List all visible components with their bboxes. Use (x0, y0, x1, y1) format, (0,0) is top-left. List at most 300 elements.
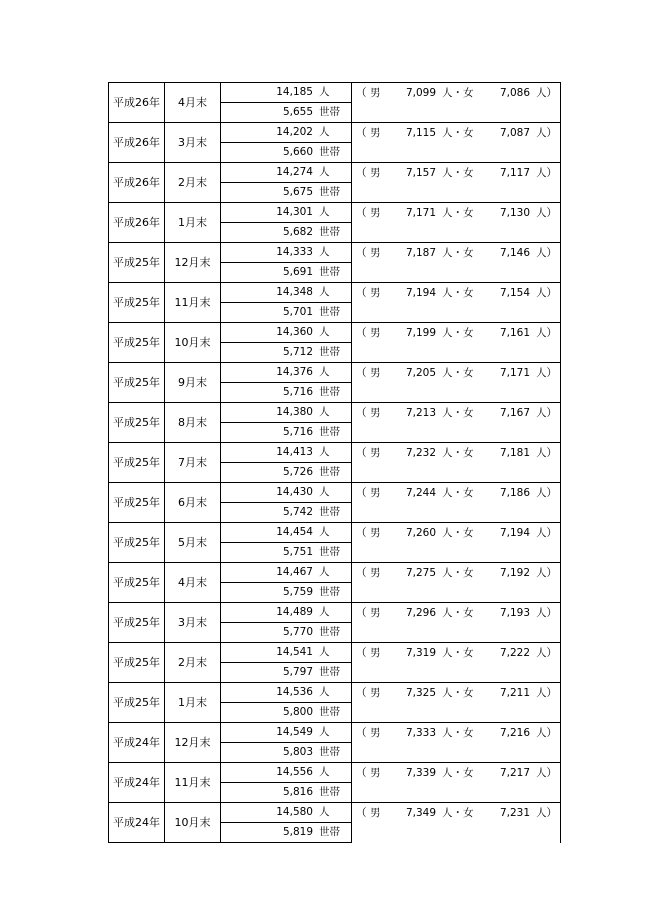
people-female-separator: 人・女 (442, 566, 474, 579)
male-count: 7,157 (405, 166, 436, 179)
month-cell (165, 163, 221, 203)
female-count: 7,211 (499, 686, 530, 699)
population-value: 14,202 (276, 126, 313, 139)
open-paren: （ (356, 126, 367, 139)
gender-breakdown-cell (352, 563, 561, 583)
people-unit: 人 (319, 206, 330, 219)
population-value: 14,380 (276, 406, 313, 419)
household-unit: 世帯 (319, 146, 340, 159)
male-label: 男 (370, 126, 381, 139)
female-count: 7,186 (499, 486, 530, 499)
open-paren: （ (356, 446, 367, 459)
era-cell (109, 563, 165, 603)
open-paren: （ (356, 686, 367, 699)
people-unit: 人 (319, 406, 330, 419)
population-row (109, 283, 561, 303)
household-value: 5,712 (282, 346, 313, 359)
empty-detail-cell (352, 623, 561, 643)
household-cell (221, 703, 352, 723)
people-unit: 人 (319, 806, 330, 819)
era-cell (109, 603, 165, 643)
male-label: 男 (370, 646, 381, 659)
population-cell (221, 483, 352, 503)
household-value: 5,819 (282, 826, 313, 839)
people-unit: 人 (319, 326, 330, 339)
month-label: 10月末 (174, 816, 211, 829)
people-unit: 人 (319, 566, 330, 579)
population-row (109, 683, 561, 703)
gender-breakdown-cell (352, 83, 561, 103)
population-cell (221, 723, 352, 743)
month-label: 9月末 (178, 376, 207, 389)
population-row (109, 563, 561, 583)
people-female-separator: 人・女 (442, 646, 474, 659)
male-label: 男 (370, 446, 381, 459)
household-cell (221, 343, 352, 363)
female-count: 7,161 (499, 326, 530, 339)
household-unit: 世帯 (319, 266, 340, 279)
household-unit: 世帯 (319, 586, 340, 599)
empty-detail-cell (352, 463, 561, 483)
era-label: 平成25年 (113, 696, 160, 709)
month-label: 4月末 (178, 96, 207, 109)
empty-detail-cell (352, 183, 561, 203)
month-label: 2月末 (178, 656, 207, 669)
household-value: 5,816 (282, 786, 313, 799)
era-label: 平成25年 (113, 336, 160, 349)
people-female-separator: 人・女 (442, 606, 474, 619)
era-cell (109, 723, 165, 763)
era-cell (109, 323, 165, 363)
month-cell (165, 723, 221, 763)
population-value: 14,489 (276, 606, 313, 619)
open-paren: （ (356, 526, 367, 539)
era-label: 平成25年 (113, 376, 160, 389)
gender-breakdown-cell (352, 123, 561, 143)
close-people-unit: 人） (536, 246, 557, 259)
open-paren: （ (356, 806, 367, 819)
population-row (109, 243, 561, 263)
population-value: 14,274 (276, 166, 313, 179)
people-unit: 人 (319, 286, 330, 299)
population-cell (221, 803, 352, 823)
male-count: 7,333 (405, 726, 436, 739)
female-count: 7,194 (499, 526, 530, 539)
male-count: 7,260 (405, 526, 436, 539)
close-people-unit: 人） (536, 166, 557, 179)
household-value: 5,660 (282, 146, 313, 159)
female-count: 7,130 (499, 206, 530, 219)
open-paren: （ (356, 166, 367, 179)
open-paren: （ (356, 326, 367, 339)
empty-detail-cell (352, 423, 561, 443)
era-cell (109, 163, 165, 203)
household-unit: 世帯 (319, 506, 340, 519)
close-people-unit: 人） (536, 766, 557, 779)
close-people-unit: 人） (536, 726, 557, 739)
household-unit: 世帯 (319, 666, 340, 679)
gender-breakdown-cell (352, 803, 561, 823)
era-label: 平成24年 (113, 736, 160, 749)
household-value: 5,797 (282, 666, 313, 679)
close-people-unit: 人） (536, 646, 557, 659)
era-label: 平成25年 (113, 456, 160, 469)
population-value: 14,454 (276, 526, 313, 539)
month-cell (165, 83, 221, 123)
male-count: 7,194 (405, 286, 436, 299)
people-unit: 人 (319, 766, 330, 779)
household-unit: 世帯 (319, 826, 340, 839)
gender-breakdown-cell (352, 523, 561, 543)
people-female-separator: 人・女 (442, 246, 474, 259)
household-cell (221, 303, 352, 323)
era-cell (109, 203, 165, 243)
population-table-body (109, 83, 561, 843)
month-label: 11月末 (174, 296, 211, 309)
people-female-separator: 人・女 (442, 726, 474, 739)
male-count: 7,244 (405, 486, 436, 499)
era-label: 平成25年 (113, 536, 160, 549)
gender-breakdown-cell (352, 323, 561, 343)
household-cell (221, 223, 352, 243)
era-cell (109, 283, 165, 323)
open-paren: （ (356, 366, 367, 379)
household-cell (221, 623, 352, 643)
population-cell (221, 363, 352, 383)
household-cell (221, 823, 352, 843)
people-female-separator: 人・女 (442, 406, 474, 419)
open-paren: （ (356, 206, 367, 219)
month-cell (165, 603, 221, 643)
open-paren: （ (356, 766, 367, 779)
close-people-unit: 人） (536, 526, 557, 539)
household-value: 5,803 (282, 746, 313, 759)
male-count: 7,199 (405, 326, 436, 339)
household-unit: 世帯 (319, 706, 340, 719)
population-cell (221, 123, 352, 143)
female-count: 7,087 (499, 126, 530, 139)
people-female-separator: 人・女 (442, 366, 474, 379)
people-female-separator: 人・女 (442, 486, 474, 499)
close-people-unit: 人） (536, 406, 557, 419)
close-people-unit: 人） (536, 326, 557, 339)
household-cell (221, 743, 352, 763)
era-label: 平成26年 (113, 136, 160, 149)
people-unit: 人 (319, 686, 330, 699)
household-unit: 世帯 (319, 426, 340, 439)
era-label: 平成25年 (113, 416, 160, 429)
empty-detail-cell (352, 503, 561, 523)
gender-breakdown-cell (352, 243, 561, 263)
month-label: 7月末 (178, 456, 207, 469)
household-cell (221, 103, 352, 123)
month-label: 5月末 (178, 536, 207, 549)
month-label: 1月末 (178, 696, 207, 709)
population-row (109, 803, 561, 823)
male-count: 7,296 (405, 606, 436, 619)
month-label: 8月末 (178, 416, 207, 429)
era-label: 平成25年 (113, 296, 160, 309)
month-cell (165, 563, 221, 603)
household-unit: 世帯 (319, 106, 340, 119)
household-value: 5,682 (282, 226, 313, 239)
household-cell (221, 543, 352, 563)
people-unit: 人 (319, 646, 330, 659)
female-count: 7,086 (499, 86, 530, 99)
era-label: 平成25年 (113, 496, 160, 509)
month-cell (165, 683, 221, 723)
open-paren: （ (356, 86, 367, 99)
population-cell (221, 603, 352, 623)
people-unit: 人 (319, 446, 330, 459)
month-label: 11月末 (174, 776, 211, 789)
household-cell (221, 503, 352, 523)
population-row (109, 203, 561, 223)
population-value: 14,536 (276, 686, 313, 699)
close-people-unit: 人） (536, 126, 557, 139)
era-cell (109, 243, 165, 283)
household-cell (221, 783, 352, 803)
people-female-separator: 人・女 (442, 446, 474, 459)
month-label: 3月末 (178, 616, 207, 629)
era-cell (109, 363, 165, 403)
people-female-separator: 人・女 (442, 806, 474, 819)
empty-detail-cell (352, 383, 561, 403)
era-cell (109, 83, 165, 123)
female-count: 7,217 (499, 766, 530, 779)
month-cell (165, 323, 221, 363)
male-count: 7,319 (405, 646, 436, 659)
female-count: 7,231 (499, 806, 530, 819)
gender-breakdown-cell (352, 643, 561, 663)
month-cell (165, 643, 221, 683)
era-cell (109, 403, 165, 443)
people-unit: 人 (319, 86, 330, 99)
population-value: 14,549 (276, 726, 313, 739)
month-label: 2月末 (178, 176, 207, 189)
era-label: 平成24年 (113, 776, 160, 789)
female-count: 7,192 (499, 566, 530, 579)
population-value: 14,430 (276, 486, 313, 499)
household-cell (221, 463, 352, 483)
population-cell (221, 563, 352, 583)
household-unit: 世帯 (319, 466, 340, 479)
people-female-separator: 人・女 (442, 206, 474, 219)
male-count: 7,187 (405, 246, 436, 259)
empty-detail-cell (352, 823, 561, 843)
era-label: 平成26年 (113, 176, 160, 189)
close-people-unit: 人） (536, 606, 557, 619)
male-label: 男 (370, 566, 381, 579)
empty-detail-cell (352, 343, 561, 363)
era-cell (109, 523, 165, 563)
male-count: 7,171 (405, 206, 436, 219)
era-cell (109, 483, 165, 523)
empty-detail-cell (352, 543, 561, 563)
household-value: 5,751 (282, 546, 313, 559)
era-cell (109, 763, 165, 803)
household-unit: 世帯 (319, 746, 340, 759)
household-cell (221, 423, 352, 443)
male-label: 男 (370, 526, 381, 539)
people-female-separator: 人・女 (442, 686, 474, 699)
household-unit: 世帯 (319, 306, 340, 319)
gender-breakdown-cell (352, 443, 561, 463)
population-row (109, 643, 561, 663)
population-cell (221, 443, 352, 463)
male-label: 男 (370, 86, 381, 99)
female-count: 7,222 (499, 646, 530, 659)
household-cell (221, 383, 352, 403)
population-row (109, 443, 561, 463)
population-value: 14,467 (276, 566, 313, 579)
female-count: 7,216 (499, 726, 530, 739)
male-label: 男 (370, 166, 381, 179)
people-female-separator: 人・女 (442, 166, 474, 179)
household-unit: 世帯 (319, 386, 340, 399)
people-female-separator: 人・女 (442, 766, 474, 779)
gender-breakdown-cell (352, 683, 561, 703)
era-label: 平成25年 (113, 656, 160, 669)
people-female-separator: 人・女 (442, 286, 474, 299)
household-value: 5,726 (282, 466, 313, 479)
population-row (109, 523, 561, 543)
male-label: 男 (370, 486, 381, 499)
people-unit: 人 (319, 126, 330, 139)
household-cell (221, 183, 352, 203)
population-value: 14,185 (276, 86, 313, 99)
household-value: 5,655 (282, 106, 313, 119)
month-cell (165, 243, 221, 283)
population-row (109, 83, 561, 103)
population-cell (221, 643, 352, 663)
population-cell (221, 683, 352, 703)
population-row (109, 403, 561, 423)
month-label: 3月末 (178, 136, 207, 149)
close-people-unit: 人） (536, 206, 557, 219)
empty-detail-cell (352, 223, 561, 243)
male-label: 男 (370, 806, 381, 819)
population-cell (221, 83, 352, 103)
era-cell (109, 643, 165, 683)
population-cell (221, 243, 352, 263)
household-unit: 世帯 (319, 786, 340, 799)
male-label: 男 (370, 726, 381, 739)
era-cell (109, 803, 165, 843)
gender-breakdown-cell (352, 603, 561, 623)
population-cell (221, 323, 352, 343)
month-cell (165, 763, 221, 803)
people-unit: 人 (319, 486, 330, 499)
male-label: 男 (370, 606, 381, 619)
population-cell (221, 283, 352, 303)
female-count: 7,193 (499, 606, 530, 619)
era-label: 平成24年 (113, 816, 160, 829)
male-count: 7,325 (405, 686, 436, 699)
male-count: 7,213 (405, 406, 436, 419)
people-unit: 人 (319, 526, 330, 539)
household-cell (221, 663, 352, 683)
people-unit: 人 (319, 366, 330, 379)
people-unit: 人 (319, 726, 330, 739)
female-count: 7,181 (499, 446, 530, 459)
people-female-separator: 人・女 (442, 526, 474, 539)
male-label: 男 (370, 326, 381, 339)
era-cell (109, 123, 165, 163)
household-unit: 世帯 (319, 346, 340, 359)
gender-breakdown-cell (352, 163, 561, 183)
male-label: 男 (370, 686, 381, 699)
household-value: 5,675 (282, 186, 313, 199)
open-paren: （ (356, 606, 367, 619)
empty-detail-cell (352, 103, 561, 123)
household-cell (221, 263, 352, 283)
close-people-unit: 人） (536, 486, 557, 499)
empty-detail-cell (352, 743, 561, 763)
population-cell (221, 763, 352, 783)
female-count: 7,146 (499, 246, 530, 259)
male-count: 7,339 (405, 766, 436, 779)
population-value: 14,348 (276, 286, 313, 299)
male-label: 男 (370, 206, 381, 219)
era-label: 平成26年 (113, 216, 160, 229)
population-cell (221, 523, 352, 543)
population-row (109, 323, 561, 343)
open-paren: （ (356, 726, 367, 739)
era-label: 平成25年 (113, 576, 160, 589)
era-label: 平成25年 (113, 616, 160, 629)
month-label: 1月末 (178, 216, 207, 229)
month-cell (165, 123, 221, 163)
people-female-separator: 人・女 (442, 86, 474, 99)
gender-breakdown-cell (352, 483, 561, 503)
household-value: 5,742 (282, 506, 313, 519)
male-count: 7,099 (405, 86, 436, 99)
close-people-unit: 人） (536, 446, 557, 459)
month-cell (165, 363, 221, 403)
month-cell (165, 403, 221, 443)
population-cell (221, 403, 352, 423)
population-table (108, 82, 561, 843)
household-unit: 世帯 (319, 226, 340, 239)
people-unit: 人 (319, 606, 330, 619)
male-label: 男 (370, 246, 381, 259)
male-label: 男 (370, 366, 381, 379)
population-row (109, 483, 561, 503)
female-count: 7,117 (499, 166, 530, 179)
close-people-unit: 人） (536, 806, 557, 819)
month-label: 4月末 (178, 576, 207, 589)
household-value: 5,759 (282, 586, 313, 599)
close-people-unit: 人） (536, 86, 557, 99)
gender-breakdown-cell (352, 363, 561, 383)
population-row (109, 123, 561, 143)
open-paren: （ (356, 566, 367, 579)
gender-breakdown-cell (352, 203, 561, 223)
household-cell (221, 143, 352, 163)
gender-breakdown-cell (352, 723, 561, 743)
era-cell (109, 683, 165, 723)
household-value: 5,701 (282, 306, 313, 319)
month-cell (165, 283, 221, 323)
era-label: 平成26年 (113, 96, 160, 109)
open-paren: （ (356, 246, 367, 259)
female-count: 7,154 (499, 286, 530, 299)
empty-detail-cell (352, 783, 561, 803)
male-count: 7,205 (405, 366, 436, 379)
people-female-separator: 人・女 (442, 126, 474, 139)
people-unit: 人 (319, 166, 330, 179)
